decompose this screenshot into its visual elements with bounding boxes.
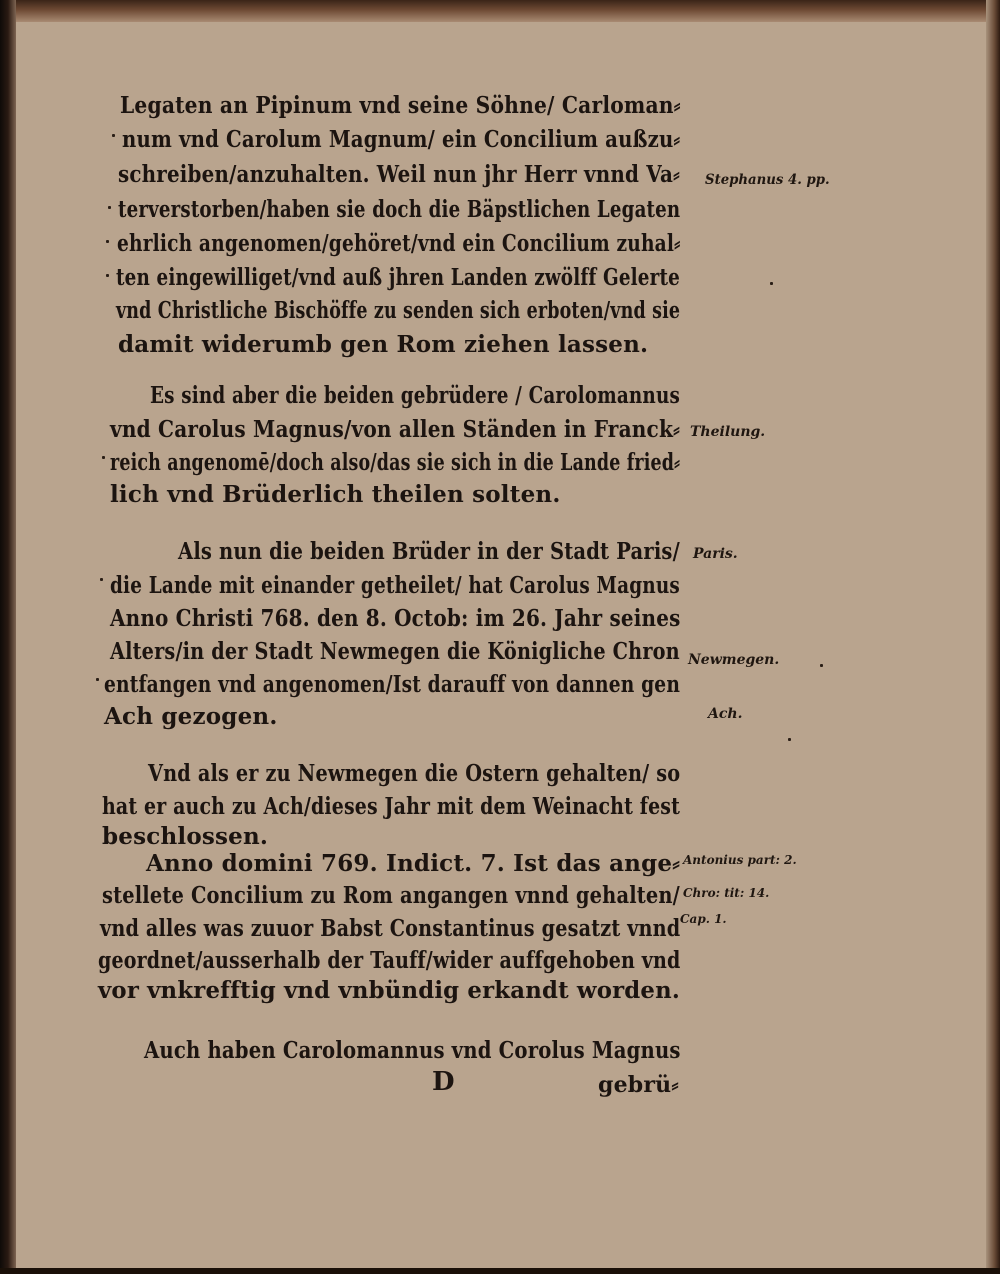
page-bottom-edge — [0, 1268, 1000, 1274]
text-line: Anno Christi 768. den 8. Octob: im 26. Jahr seines — [110, 605, 681, 632]
text-line: Auch haben Carolomannus vnd Corolus Magnus — [144, 1037, 681, 1064]
margin-note: Stephanus 4. pp. — [705, 172, 830, 188]
ink-speck — [112, 134, 115, 137]
text-line: vnd Carolus Magnus/von allen Ständen in Franck⸗ — [110, 416, 680, 443]
text-line: Alters/in der Stadt Newmegen die Königliche Chron — [110, 638, 680, 665]
ink-speck — [820, 664, 823, 667]
text-line: ten eingewilliget/vnd auß jhren Landen zwölff Gelerte — [116, 264, 680, 291]
text-line: lich vnd Brüderlich theilen solten. — [110, 481, 561, 508]
text-line: terverstorben/haben sie doch die Bäpstlichen Legaten — [118, 196, 681, 223]
text-line: schreiben/anzuhalten. Weil nun jhr Herr vnnd Va⸗ — [118, 161, 680, 188]
text-line: stellete Concilium zu Rom angangen vnnd gehalten/ — [102, 882, 680, 909]
text-line: Als nun die beiden Brüder in der Stadt Paris/ — [178, 538, 680, 565]
margin-note: Paris. — [693, 546, 738, 562]
text-line: reich angenomē/doch also/das sie sich in die Lande fried⸗ — [110, 449, 681, 476]
text-line: vnd alles was zuuor Babst Constantinus gesatzt vnnd — [100, 915, 681, 942]
margin-note: Cap. 1. — [680, 912, 727, 926]
text-line: Es sind aber die beiden gebrüdere / Carolomannus — [150, 382, 680, 409]
margin-note: Chro: tit: 14. — [683, 886, 770, 900]
catchword: gebrü⸗ — [598, 1072, 679, 1098]
text-line: hat er auch zu Ach/dieses Jahr mit dem Weinacht fest — [102, 793, 681, 820]
text-line: num vnd Carolum Magnum/ ein Concilium außzu⸗ — [122, 126, 681, 153]
text-line: geordnet/ausserhalb der Tauff/wider auffgehoben vnd — [98, 947, 681, 974]
margin-note: Antonius part: 2. — [683, 853, 797, 867]
signature-mark: D — [432, 1067, 455, 1097]
text-line: Ach gezogen. — [104, 703, 278, 730]
ink-speck — [770, 282, 773, 285]
margin-note: Theilung. — [690, 424, 766, 440]
ink-speck — [96, 678, 99, 681]
text-line: entfangen vnd angenomen/Ist darauff von dannen gen — [104, 671, 681, 698]
text-line: Anno domini 769. Indict. 7. Ist das ange⸗ — [146, 850, 681, 877]
ink-speck — [102, 456, 105, 459]
text-line: ehrlich angenomen/gehöret/vnd ein Concilium zuhal⸗ — [117, 230, 681, 257]
text-line: Vnd als er zu Newmegen die Ostern gehalten/ so — [148, 760, 681, 787]
margin-note: Newmegen. — [688, 652, 780, 668]
text-line: Legaten an Pipinum vnd seine Söhne/ Carloman⸗ — [120, 92, 681, 119]
ink-speck — [108, 206, 111, 209]
text-line: vor vnkrefftig vnd vnbündig erkandt worden. — [98, 977, 680, 1004]
ink-speck — [106, 240, 109, 243]
ink-speck — [106, 274, 109, 277]
text-line: beschlossen. — [102, 823, 269, 850]
ink-speck — [788, 738, 791, 741]
margin-note: Ach. — [708, 706, 743, 722]
page-right-edge — [986, 0, 1000, 1274]
page-left-edge — [0, 0, 16, 1274]
text-line: vnd Christliche Bischöffe zu senden sich erboten/vnd sie — [116, 297, 681, 324]
page-top-edge — [0, 0, 1000, 22]
text-line: damit widerumb gen Rom ziehen lassen. — [118, 331, 649, 358]
text-line: die Lande mit einander getheilet/ hat Carolus Magnus — [110, 572, 680, 599]
ink-speck — [100, 578, 103, 581]
